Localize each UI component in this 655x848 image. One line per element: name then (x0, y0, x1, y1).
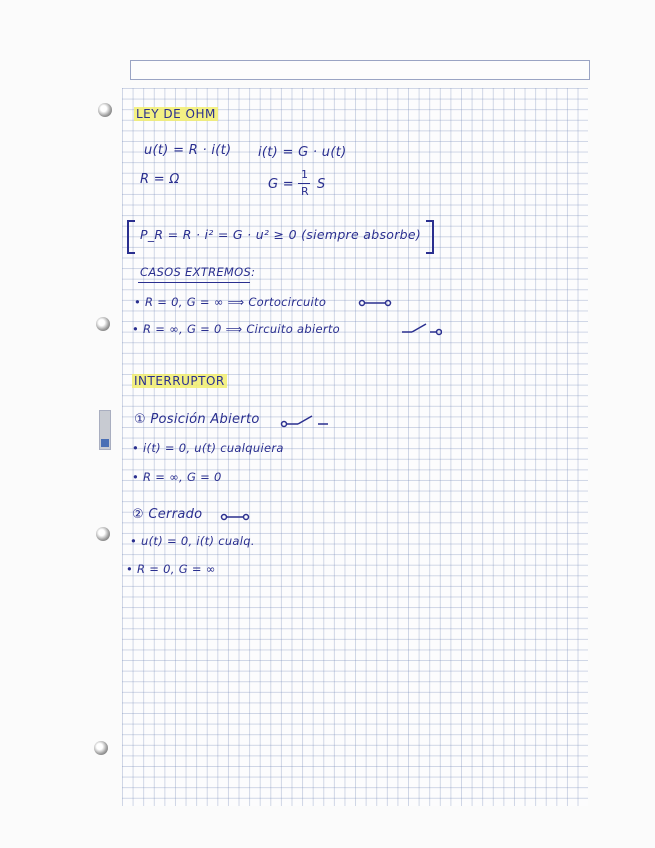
switch-open-position: ① Posición Abierto (134, 412, 260, 427)
equation-resistance-unit: R = Ω (140, 172, 180, 187)
extremes-heading: CASOS EXTREMOS: (140, 265, 256, 279)
equation-conductance-numerator: 1 (301, 168, 308, 181)
extremes-underline (138, 282, 250, 283)
power-equation: P_R = R · i² = G · u² ≥ 0 (siempre absorbe) (140, 227, 422, 242)
closed-switch-icon (220, 511, 250, 523)
closed-switch-icon (358, 297, 392, 309)
binder-hole (96, 527, 110, 541)
switch-closed-condition-resistance: • R = 0, G = ∞ (126, 562, 216, 576)
equation-conductance-denominator: R (301, 185, 309, 198)
equation-ohm-current: i(t) = G · u(t) (258, 145, 347, 160)
equation-conductance-prefix: G = (268, 177, 294, 192)
equation-ohm-voltage: u(t) = R · i(t) (144, 143, 232, 158)
open-switch-icon (280, 414, 330, 428)
switch-open-condition-current: • i(t) = 0, u(t) cualquiera (132, 441, 284, 455)
open-switch-icon (402, 322, 442, 336)
header-box (130, 60, 590, 80)
fraction-bar (298, 183, 310, 184)
section-heading-ley-de-ohm: LEY DE OHM (136, 107, 216, 121)
bracket-left (127, 220, 135, 254)
binder-hole (98, 103, 112, 117)
side-logo (99, 410, 111, 450)
extreme-case-short: • R = 0, G = ∞ ⟹ Cortocircuito (134, 295, 327, 309)
binder-hole (94, 741, 108, 755)
switch-closed-position: ② Cerrado (132, 507, 203, 522)
binder-hole (96, 317, 110, 331)
equation-conductance-unit: S (317, 177, 326, 192)
extreme-case-open: • R = ∞, G = 0 ⟹ Circuito abierto (132, 322, 340, 336)
switch-closed-condition-voltage: • u(t) = 0, i(t) cualq. (130, 534, 255, 548)
switch-open-condition-resistance: • R = ∞, G = 0 (132, 470, 222, 484)
bracket-right (426, 220, 434, 254)
section-heading-interruptor: INTERRUPTOR (134, 374, 225, 388)
